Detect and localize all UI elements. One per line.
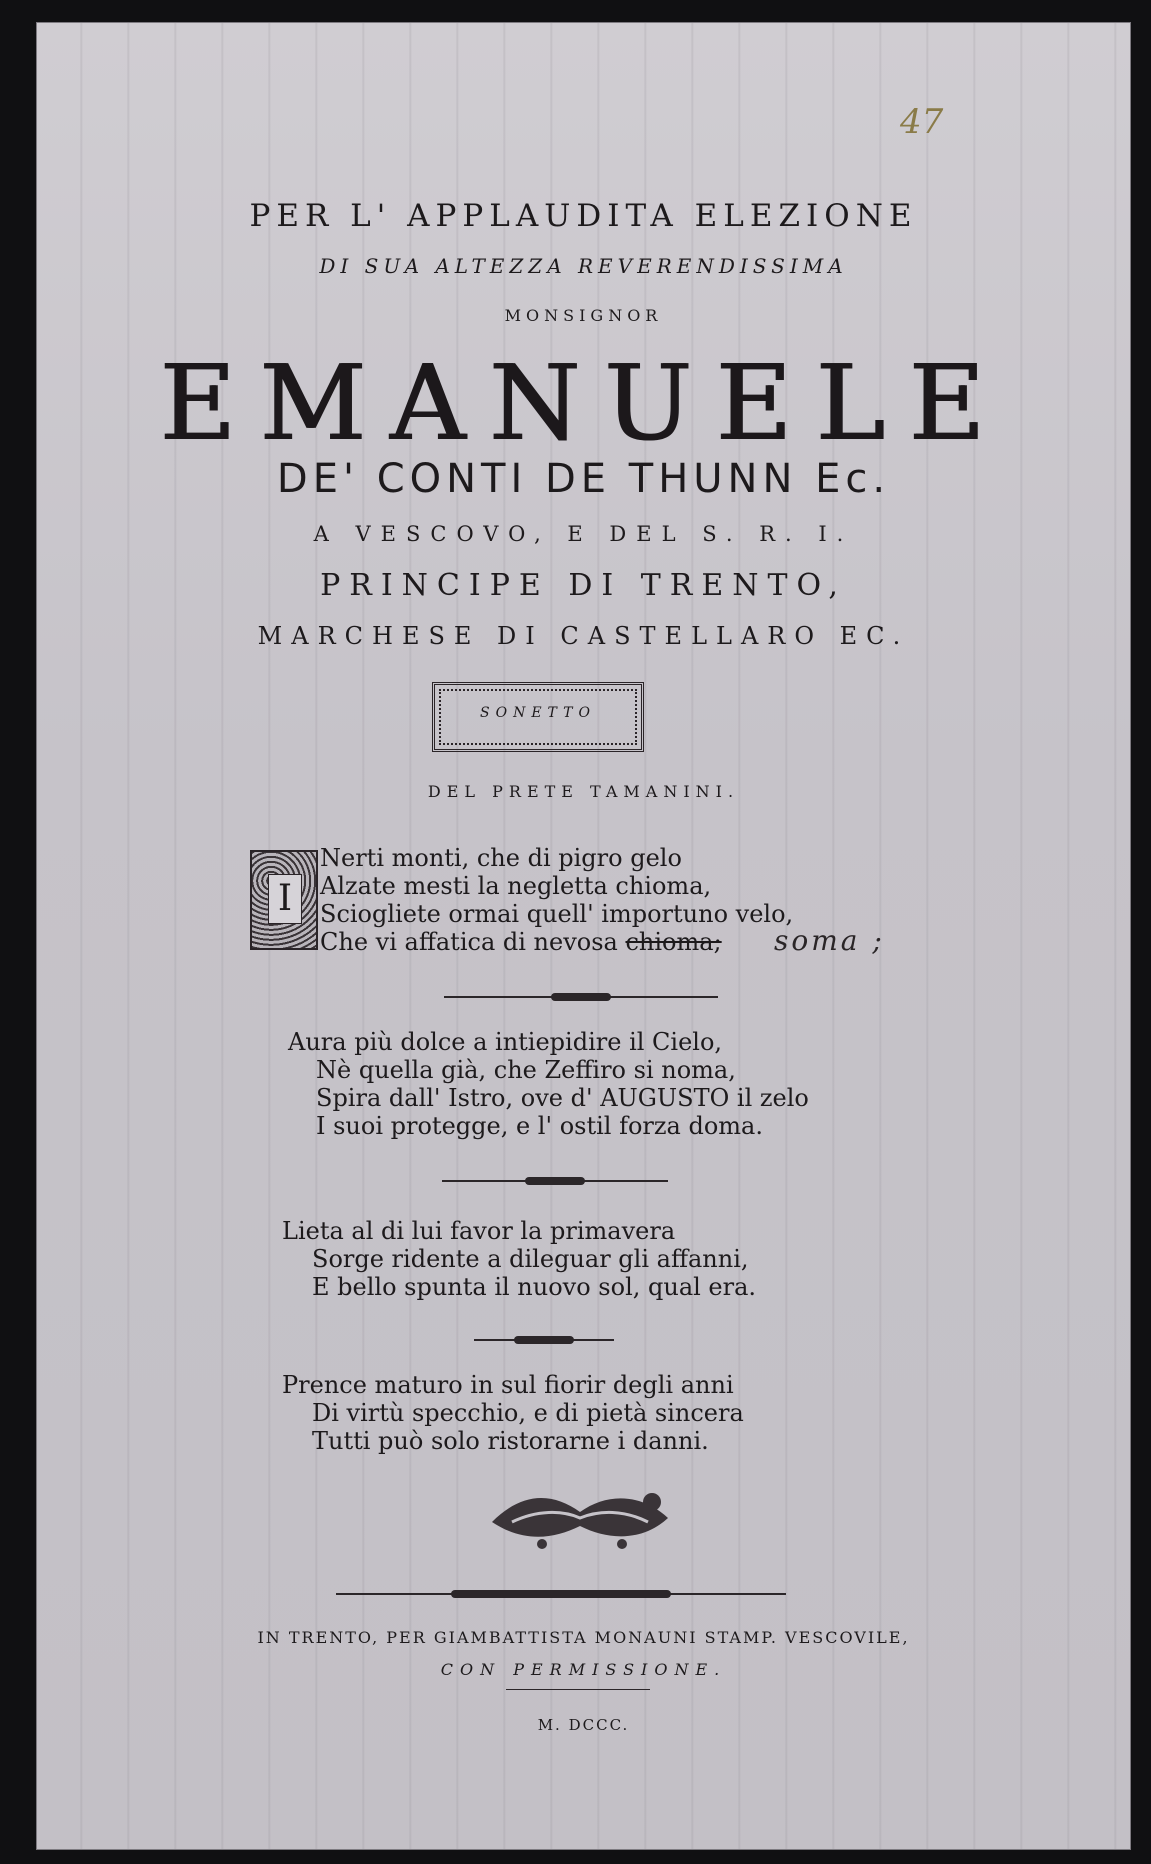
decorated-initial xyxy=(250,850,318,950)
imprint-line-2: CON PERMISSIONE. xyxy=(440,1660,727,1679)
stanza-1 xyxy=(320,844,793,956)
verse-line: Lieta al di lui favor la primavera xyxy=(282,1217,676,1245)
imprint-line-1: IN TRENTO, PER GIAMBATTISTA MONAUNI STAMP. VESCOVILE, xyxy=(257,1628,910,1647)
verse-line: I suoi protegge, e l' ostil forza doma. xyxy=(316,1112,763,1140)
title-line-8: MARCHESE DI CASTELLARO EC. xyxy=(257,622,910,650)
divider-ornament xyxy=(514,1336,574,1344)
verse-line: Spira dall' Istro, ove d' AUGUSTO il zelo xyxy=(316,1084,809,1112)
title-line-3: MONSIGNOR xyxy=(504,306,663,325)
imprint-divider xyxy=(506,1689,650,1690)
verse-line: Prence maturo in sul fiorir degli anni xyxy=(282,1371,734,1399)
verse-line xyxy=(320,928,793,956)
stanza-4 xyxy=(282,1371,744,1455)
title-line-6: A VESCOVO, E DEL S. R. I. xyxy=(313,522,854,546)
title-line-5: DE' CONTI DE THUNN Ec. xyxy=(276,456,891,502)
stanza-divider xyxy=(444,996,718,998)
verse-line: Sorge ridente a dileguar gli affanni, xyxy=(312,1245,749,1273)
verse-line: Nè quella già, che Zeffiro si noma, xyxy=(316,1056,736,1084)
honoree-name: EMANUELE xyxy=(158,342,1009,464)
stanza-divider xyxy=(442,1180,668,1182)
divider-ornament xyxy=(551,993,611,1001)
handwritten-correction: soma ; xyxy=(774,924,885,957)
verse-line: Aura più dolce a intiepidire il Cielo, xyxy=(288,1028,723,1056)
broadside-sheet xyxy=(36,22,1131,1850)
rule-ornament xyxy=(451,1590,671,1598)
verse-line: E bello spunta il nuovo sol, qual era. xyxy=(312,1273,757,1301)
verse-line: Alzate mesti la negletta chioma, xyxy=(320,872,712,900)
genre-label: SONETTO xyxy=(480,705,596,721)
verse-line-text: Che vi affatica di nevosa xyxy=(320,928,626,956)
struck-word: chioma; xyxy=(625,928,722,956)
title-line-2: DI SUA ALTEZZA REVERENDISSIMA xyxy=(319,254,848,278)
divider-ornament xyxy=(525,1177,585,1185)
stanza-2 xyxy=(288,1028,809,1140)
title-line-7: PRINCIPE DI TRENTO, xyxy=(320,568,847,603)
stanza-3 xyxy=(282,1217,756,1301)
title-line-1: PER L' APPLAUDITA ELEZIONE xyxy=(249,198,918,234)
folio-number: 47 xyxy=(900,102,944,142)
imprint-rule xyxy=(336,1593,786,1595)
imprint-year: M. DCCC. xyxy=(537,1716,630,1734)
verse-line: Di virtù specchio, e di pietà sincera xyxy=(312,1399,744,1427)
initial-letter: I xyxy=(268,874,302,924)
author-line: DEL PRETE TAMANINI. xyxy=(427,782,740,801)
stanza-divider xyxy=(474,1339,614,1341)
verse-line: Tutti può solo ristorarne i danni. xyxy=(312,1427,709,1455)
fleuron-ornament xyxy=(482,1482,678,1552)
verse-line: Sciogliete ormai quell' importuno velo, xyxy=(320,900,794,928)
verse-line: Nerti monti, che di pigro gelo xyxy=(320,844,682,872)
genre-cartouche xyxy=(432,682,644,752)
